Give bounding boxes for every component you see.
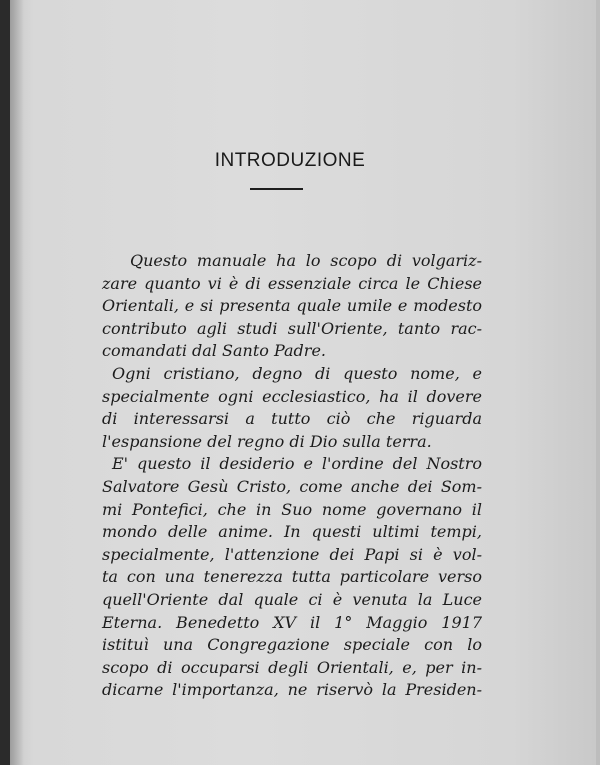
- text-line: Ogni cristiano, degno di questo nome, e: [112, 363, 482, 383]
- body-text: [102, 250, 482, 702]
- text-line: Questo manuale ha lo scopo di volgariz-: [130, 251, 482, 270]
- text-line: E' questo il desiderio e l'ordine del Nostro: [112, 454, 482, 474]
- text-line: Eterna. Benedetto XV il 1° Maggio 1917: [102, 612, 482, 632]
- page-gutter-shadow: [10, 0, 24, 765]
- text-line: quell'Oriente dal quale ci è venuta la Luce: [102, 589, 482, 609]
- chapter-heading: INTRODUZIONE: [214, 150, 366, 171]
- page-edge: [596, 0, 600, 765]
- text-line: scopo di occuparsi degli Orientali, e, per in-: [102, 657, 482, 677]
- text-line: comandati dal Santo Padre.: [102, 341, 326, 361]
- text-line: Salvatore Gesù Cristo, come anche dei Som-: [102, 476, 482, 496]
- text-line: di interessarsi a tutto ciò che riguarda: [102, 409, 482, 429]
- text-line: specialmente, l'attenzione dei Papi si è vol-: [102, 544, 482, 564]
- text-line: mondo delle anime. In questi ultimi tempi,: [102, 522, 482, 542]
- heading-rule: [250, 188, 303, 190]
- text-line: ta con una tenerezza tutta particolare verso: [102, 567, 482, 587]
- text-line: specialmente ogni ecclesiastico, ha il dovere: [102, 386, 482, 406]
- text-line: contributo agli studi sull'Oriente, tanto rac-: [102, 318, 482, 338]
- text-line: l'espansione del regno di Dio sulla terra.: [102, 431, 432, 451]
- text-line: Orientali, e si presenta quale umile e modesto: [102, 296, 482, 316]
- text-line: zare quanto vi è di essenziale circa le Chiese: [102, 273, 482, 293]
- text-line: dicarne l'importanza, ne riservò la Presiden-: [102, 680, 482, 700]
- text-line: mi Pontefici, che in Suo nome governano il: [102, 499, 482, 519]
- book-page: [10, 0, 600, 765]
- text-line: istituì una Congregazione speciale con lo: [102, 635, 482, 655]
